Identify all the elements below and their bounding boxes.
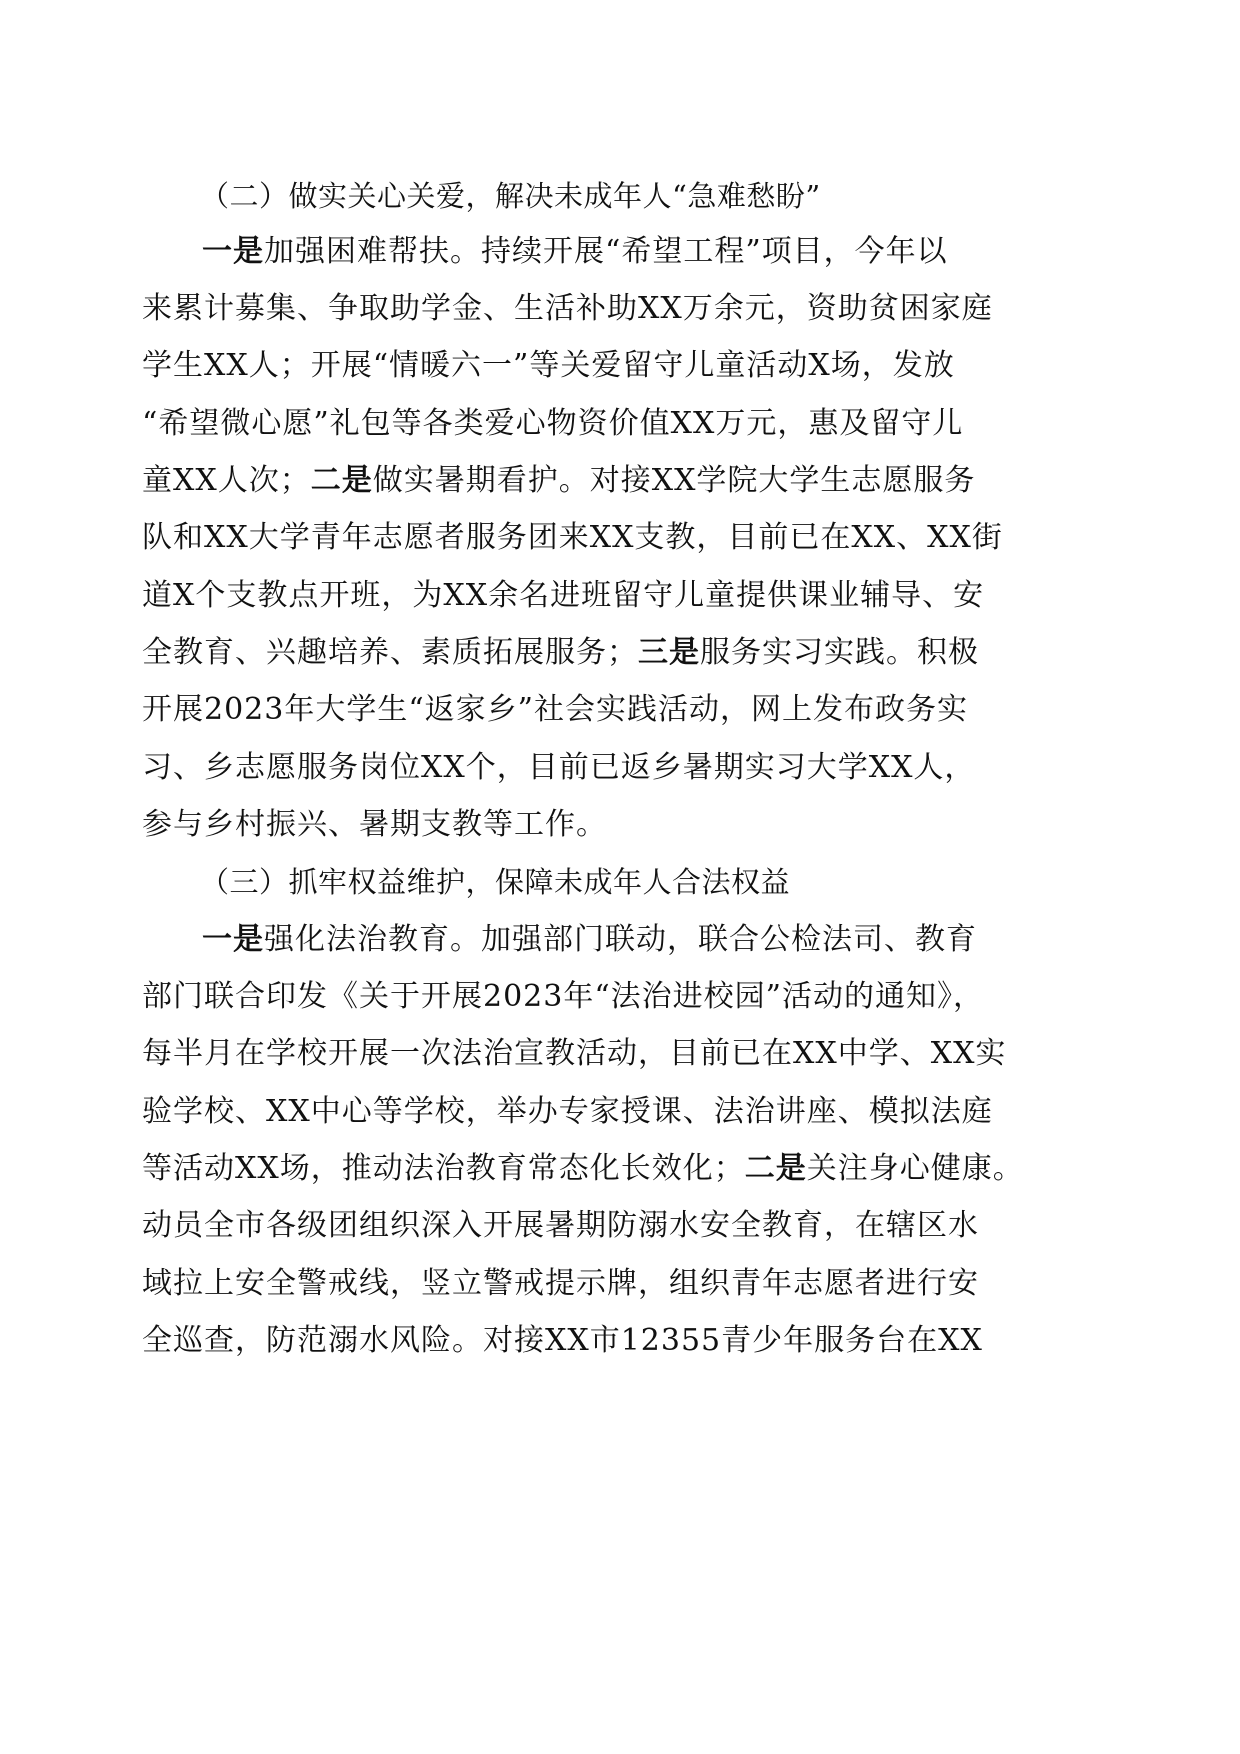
keyword-third: 三是 xyxy=(638,635,700,670)
paragraph-line xyxy=(142,461,975,501)
paragraph-line: 学生XX人；开展“情暖六一”等关爱留守儿童活动X场，发放 xyxy=(142,348,955,383)
line-text: 童XX人次； xyxy=(142,463,311,498)
paragraph-line xyxy=(142,1149,1024,1189)
keyword-second: 二是 xyxy=(310,463,373,498)
keyword-second: 二是 xyxy=(744,1151,807,1186)
line-text: 加强困难帮扶。持续开展“希望工程”项目，今年以 xyxy=(264,234,948,269)
paragraph-line xyxy=(202,920,977,960)
line-text: 等活动XX场，推动法治教育常态化长效化； xyxy=(142,1151,745,1186)
paragraph-line: 全巡查，防范溺水风险。对接XX市12355青少年服务台在XX xyxy=(142,1323,983,1358)
line-text: 关注身心健康。 xyxy=(806,1151,1024,1186)
paragraph-line: 每半月在学校开展一次法治宣教活动，目前已在XX中学、XX实 xyxy=(142,1036,1007,1071)
line-text: 服务实习实践。积极 xyxy=(700,635,979,670)
paragraph-line: 来累计募集、争取助学金、生活补助XX万余元，资助贫困家庭 xyxy=(142,291,993,326)
line-text: 全教育、兴趣培养、素质拓展服务； xyxy=(142,635,638,670)
paragraph-line: 习、乡志愿服务岗位XX个，目前已返乡暑期实习大学XX人， xyxy=(142,750,976,785)
paragraph-line: “希望微心愿”礼包等各类爱心物资价值XX万元，惠及留守儿 xyxy=(142,406,964,441)
paragraph-line: 参与乡村振兴、暑期支教等工作。 xyxy=(142,807,607,842)
line-text: 强化法治教育。加强部门联动，联合公检法司、教育 xyxy=(264,922,977,957)
paragraph-line: 域拉上安全警戒线，竖立警戒提示牌，组织青年志愿者进行安 xyxy=(142,1266,979,1301)
paragraph-line: 验学校、XX中心等学校，举办专家授课、法治讲座、模拟法庭 xyxy=(142,1094,993,1129)
line-text: 做实暑期看护。对接XX学院大学生志愿服务 xyxy=(372,463,976,498)
paragraph-line: 开展2023年大学生“返家乡”社会实践活动，网上发布政务实 xyxy=(142,692,969,727)
paragraph-line xyxy=(142,633,979,673)
section-heading-3: （三）抓牢权益维护，保障未成年人合法权益 xyxy=(200,865,791,899)
paragraph-line xyxy=(202,232,948,272)
section-heading-2: （二）做实关心关爱，解决未成年人“急难愁盼” xyxy=(200,179,821,213)
paragraph-line: 部门联合印发《关于开展2023年“法治进校园”活动的通知》， xyxy=(142,979,985,1014)
paragraph-line: 道X个支教点开班，为XX余名进班留守儿童提供课业辅导、安 xyxy=(142,578,985,613)
keyword-first: 一是 xyxy=(202,234,264,269)
paragraph-line: 队和XX大学青年志愿者服务团来XX支教，目前已在XX、XX街 xyxy=(142,520,1003,555)
keyword-first: 一是 xyxy=(202,922,264,957)
paragraph-line: 动员全市各级团组织深入开展暑期防溺水安全教育，在辖区水 xyxy=(142,1208,979,1243)
